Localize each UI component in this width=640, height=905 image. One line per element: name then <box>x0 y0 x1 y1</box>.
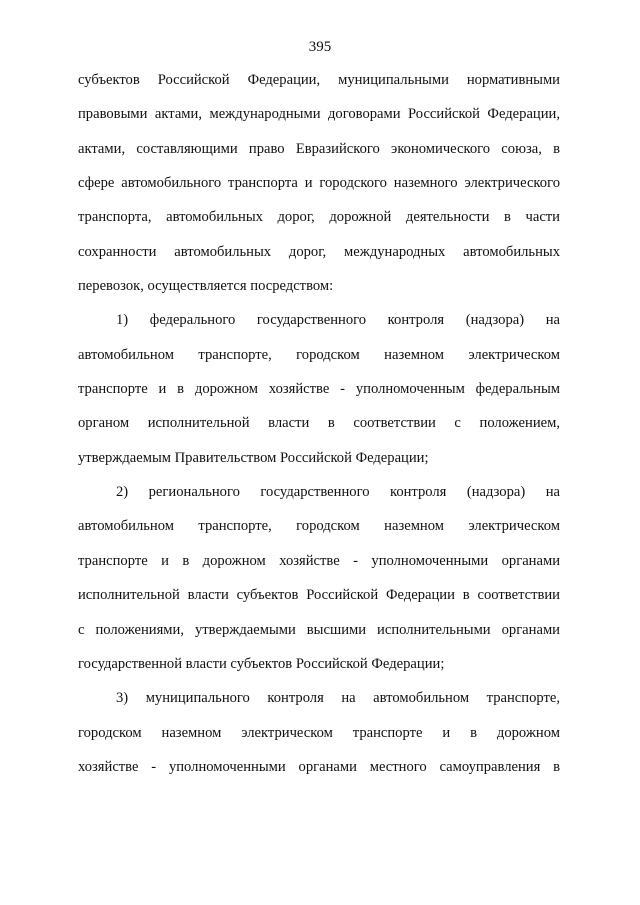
text-line: перевозок, осуществляется посредством: <box>78 278 334 295</box>
text-line: транспорта, автомобильных дорог, дорожной деятельности в части <box>78 209 560 226</box>
text-line: автомобильном транспорте, городском наземном электрическом <box>78 518 560 535</box>
text-line: транспорте и в дорожном хозяйстве - уполномоченным федеральным <box>78 381 560 398</box>
text-line: сфере автомобильного транспорта и городского наземного электрического <box>78 175 560 192</box>
text-line: сохранности автомобильных дорог, международных автомобильных <box>78 243 560 260</box>
text-line: с положениями, утверждаемыми высшими исполнительными органами <box>78 621 560 638</box>
text-line: автомобильном транспорте, городском наземном электрическом <box>78 346 560 363</box>
list-item-3-line: 3) муниципального контроля на автомобильном транспорте, <box>116 690 560 707</box>
text-line: субъектов Российской Федерации, муниципальными нормативными <box>78 72 560 88</box>
page-number: 395 <box>308 39 332 55</box>
text-line: городском наземном электрическом транспорте и в дорожном <box>78 724 560 741</box>
text-line: утверждаемым Правительством Российской Федерации; <box>78 449 429 466</box>
text-line: хозяйстве - уполномоченными органами местного самоуправления в <box>78 758 560 775</box>
list-item-2-line: 2) регионального государственного контроля (надзора) на <box>116 484 560 501</box>
text-line: актами, составляющими право Евразийского экономического союза, в <box>78 140 560 157</box>
document-body <box>78 68 560 789</box>
text-line: государственной власти субъектов Российской Федерации; <box>78 655 445 672</box>
text-line: органом исполнительной власти в соответствии с положением, <box>78 415 560 432</box>
list-item-1-line: 1) федерального государственного контроля (надзора) на <box>116 312 560 329</box>
text-line: транспорте и в дорожном хозяйстве - уполномоченными органами <box>78 552 560 569</box>
text-line: исполнительной власти субъектов Российской Федерации в соответствии <box>78 587 560 604</box>
text-line: правовыми актами, международными договорами Российской Федерации, <box>78 106 560 123</box>
